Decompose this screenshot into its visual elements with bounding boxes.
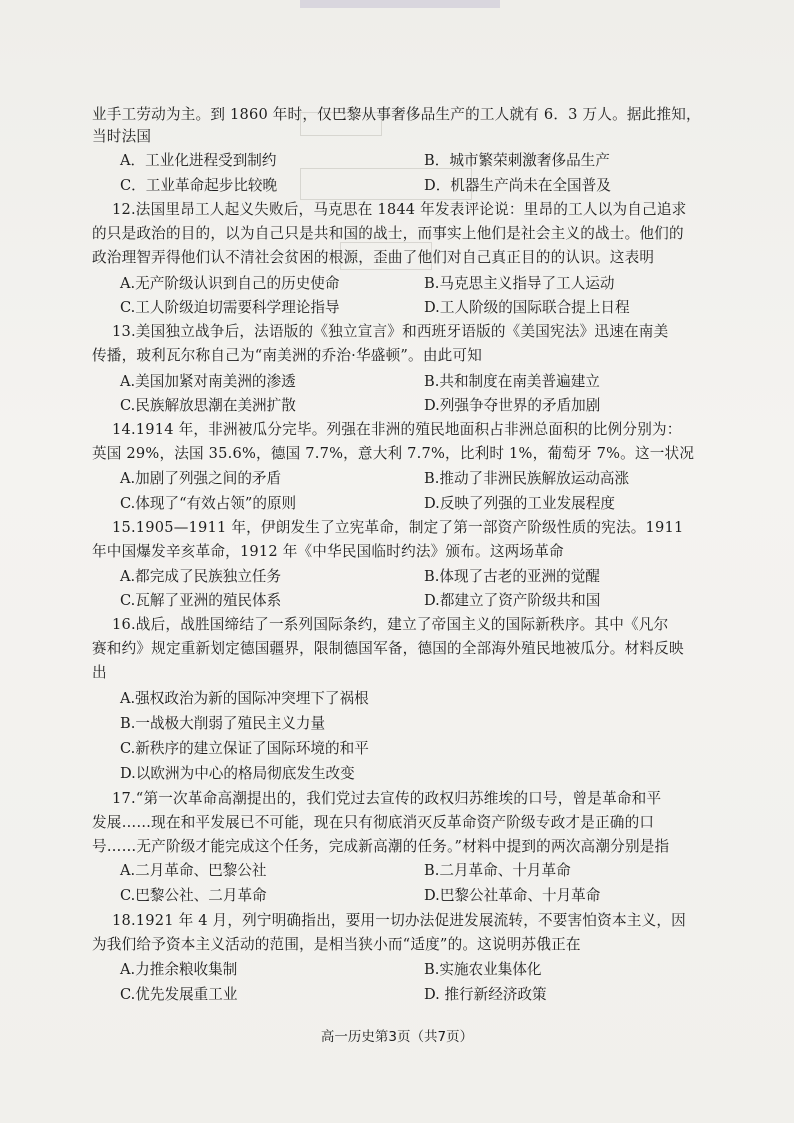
q12-option-a: A.无产阶级认识到自己的历史使命 xyxy=(120,275,340,292)
q16-option-d: D.以欧洲为中心的格局彻底发生改变 xyxy=(120,765,355,782)
q12-stem-line-3: 政治理智弄得他们认不清社会贫困的根源，歪曲了他们对自己真正目的的认识。这表明 xyxy=(92,249,655,266)
q13-stem-line-2: 传播，玻利瓦尔称自己为“南美洲的乔治·华盛顿”。由此可知 xyxy=(92,347,483,364)
q17-stem-line-3: 号……无产阶级才能完成这个任务，完成新高潮的任务。”材料中提到的两次高潮分别是指 xyxy=(92,838,670,855)
q13-stem-line-1: 13.美国独立战争后，法语版的《独立宣言》和西班牙语版的《美国宪法》迅速在南美 xyxy=(112,323,669,340)
q11-option-c: C．工业革命起步比较晚 xyxy=(120,177,278,194)
q13-option-d: D.列强争夺世界的矛盾加剧 xyxy=(424,397,601,414)
q17-option-a: A.二月革命、巴黎公社 xyxy=(120,862,267,879)
q16-stem-line-3: 出 xyxy=(92,664,107,681)
q14-stem-line-2: 英国 29%，法国 35.6%，德国 7.7%，意大利 7.7%，比利时 1%，葡萄牙 7%。这一状况 xyxy=(92,445,695,462)
q14-option-a: A.加剧了列强之间的矛盾 xyxy=(120,470,282,487)
q15-option-a: A.都完成了民族独立任务 xyxy=(120,568,282,585)
q16-option-c: C.新秩序的建立保证了国际环境的和平 xyxy=(120,740,369,757)
q12-option-c: C.工人阶级迫切需要科学理论指导 xyxy=(120,299,340,316)
q11-stem-line-2: 当时法国 xyxy=(92,128,152,145)
q15-stem-line-2: 年中国爆发辛亥革命，1912 年《中华民国临时约法》颁布。这两场革命 xyxy=(92,543,564,560)
q11-option-d: D．机器生产尚未在全国普及 xyxy=(424,177,611,194)
q18-stem-line-2: 为我们给予资本主义活动的范围，是相当狭小而“适度”的。这说明苏俄正在 xyxy=(92,936,581,953)
q18-stem-line-1: 18.1921 年 4 月，列宁明确指出，要用一切办法促进发展流转，不要害怕资本主义，因 xyxy=(112,912,686,929)
q13-option-a: A.美国加紧对南美洲的渗透 xyxy=(120,373,296,390)
q14-option-c: C.体现了“有效占领”的原则 xyxy=(120,495,297,512)
top-edge-mark xyxy=(300,0,500,8)
q12-stem-line-2: 的只是政治的目的，以为自己只是共和国的战士，而事实上他们是社会主义的战士。他们的 xyxy=(92,225,684,242)
q16-option-a: A.强权政治为新的国际冲突埋下了祸根 xyxy=(120,690,369,707)
q12-option-b: B.马克思主义指导了工人运动 xyxy=(424,275,615,292)
q18-option-d: D. 推行新经济政策 xyxy=(424,986,547,1003)
q11-stem-line-1: 业手工劳动为主。到 1860 年时，仅巴黎从事奢侈品生产的工人就有 6．3 万人。据此推知， xyxy=(92,106,701,123)
q17-stem-line-1: 17.“第一次革命高潮提出的，我们党过去宣传的政权归苏维埃的口号，曾是革命和平 xyxy=(112,790,662,807)
q15-option-d: D.都建立了资产阶级共和国 xyxy=(424,592,601,609)
q18-option-b: B.实施农业集体化 xyxy=(424,961,542,978)
q14-stem-line-1: 14.1914 年，非洲被瓜分完毕。列强在非洲的殖民地面积占非洲总面积的比例分别为： xyxy=(112,421,682,438)
q15-option-b: B.体现了古老的亚洲的觉醒 xyxy=(424,568,600,585)
q17-option-d: D.巴黎公社革命、十月革命 xyxy=(424,887,601,904)
q15-stem-line-1: 15.1905—1911 年，伊朗发生了立宪革命，制定了第一部资产阶级性质的宪法。1911 xyxy=(112,519,684,536)
q18-option-a: A.力推余粮收集制 xyxy=(120,961,238,978)
q12-stem-line-1: 12.法国里昂工人起义失败后，马克思在 1844 年发表评论说：里昂的工人以为自己追求 xyxy=(112,201,687,218)
q15-option-c: C.瓦解了亚洲的殖民体系 xyxy=(120,592,282,609)
q11-option-a: A．工业化进程受到制约 xyxy=(120,152,277,169)
q18-option-c: C.优先发展重工业 xyxy=(120,986,238,1003)
page-footer: 高一历史第3页（共7页） xyxy=(320,1029,474,1045)
q12-option-d: D.工人阶级的国际联合提上日程 xyxy=(424,299,630,316)
q14-option-d: D.反映了列强的工业发展程度 xyxy=(424,495,615,512)
q14-option-b: B.推动了非洲民族解放运动高涨 xyxy=(424,470,630,487)
q13-option-c: C.民族解放思潮在美洲扩散 xyxy=(120,397,296,414)
q16-stem-line-2: 赛和约》规定重新划定德国疆界，限制德国军备，德国的全部海外殖民地被瓜分。材料反映 xyxy=(92,640,684,657)
q13-option-b: B.共和制度在南美普遍建立 xyxy=(424,373,600,390)
q17-option-c: C.巴黎公社、二月革命 xyxy=(120,887,267,904)
q11-option-b: B．城市繁荣刺激奢侈品生产 xyxy=(424,152,610,169)
q16-stem-line-1: 16.战后，战胜国缔结了一系列国际条约，建立了帝国主义的国际新秩序。其中《凡尔 xyxy=(112,616,669,633)
q16-option-b: B.一战极大削弱了殖民主义力量 xyxy=(120,715,326,732)
q17-option-b: B.二月革命、十月革命 xyxy=(424,862,571,879)
q17-stem-line-2: 发展……现在和平发展已不可能，现在只有彻底消灭反革命资产阶级专政才是正确的口 xyxy=(92,814,655,831)
